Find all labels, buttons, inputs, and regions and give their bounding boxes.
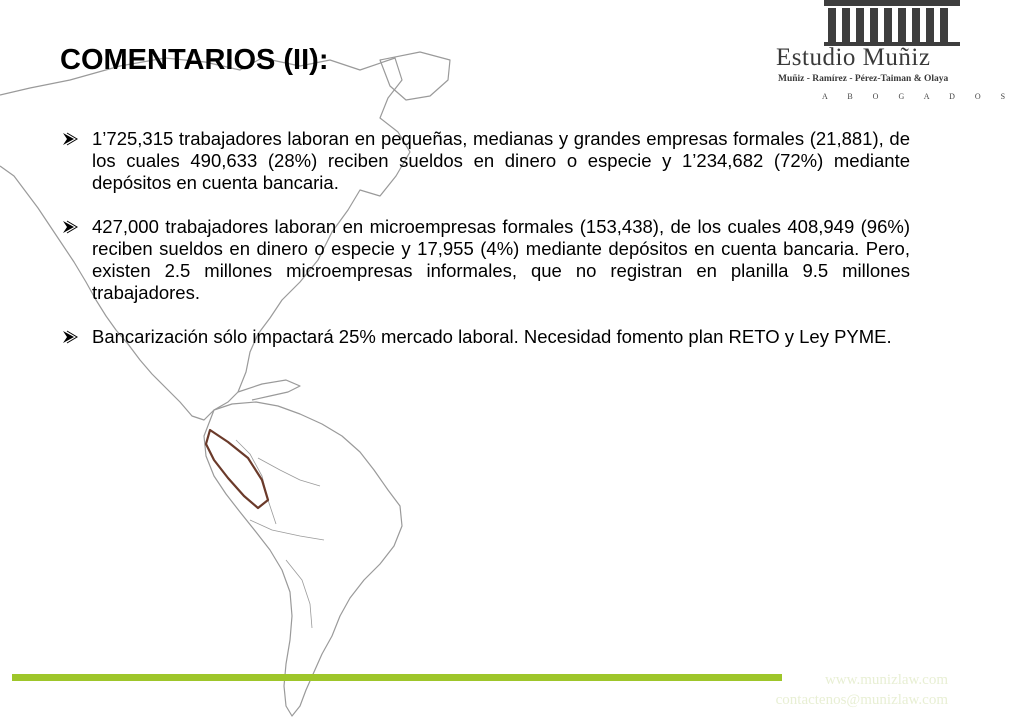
footer-email[interactable]: contactenos@munizlaw.com <box>775 692 948 708</box>
bullet-text: 1’725,315 trabajadores laboran en pequeñas, medianas y grandes empresas formales (21,881), de los cuales 490,633 (28%) reciben sueldos en dinero o especie y 1’234,682 (72%) mediante depósitos en cuenta bancaria. <box>92 128 910 193</box>
footer-contact <box>776 670 948 710</box>
footer-website[interactable]: www.munizlaw.com <box>824 672 948 688</box>
arrow-bullet-icon <box>62 132 78 146</box>
bullet-item <box>62 216 910 304</box>
bullet-text: 427,000 trabajadores laboran en microempresas formales (153,438), de los cuales 408,949 (96%) reciben sueldos en dinero o especie y 17,955 (4%) mediante depósitos en cuenta bancaria. Pero, existen 2.5 millones microempresas informales, que no registran en planilla 9.5 millones trabajadores. <box>92 216 910 303</box>
logo-firm-name: Estudio Muñiz <box>776 44 931 71</box>
bullet-item <box>62 128 910 194</box>
logo-partners: Muñiz - Ramírez - Pérez-Taiman & Olaya <box>778 74 949 84</box>
logo-subtitle: A B O G A D O S <box>822 92 1014 101</box>
arrow-bullet-icon <box>62 330 78 344</box>
arrow-bullet-icon <box>62 220 78 234</box>
accent-bar <box>12 674 782 681</box>
bullet-text: Bancarización sólo impactará 25% mercado laboral. Necesidad fomento plan RETO y Ley PYME. <box>92 326 892 347</box>
bullet-list <box>62 128 910 370</box>
slide-title: COMENTARIOS (II): <box>60 44 329 76</box>
bullet-item <box>62 326 910 348</box>
